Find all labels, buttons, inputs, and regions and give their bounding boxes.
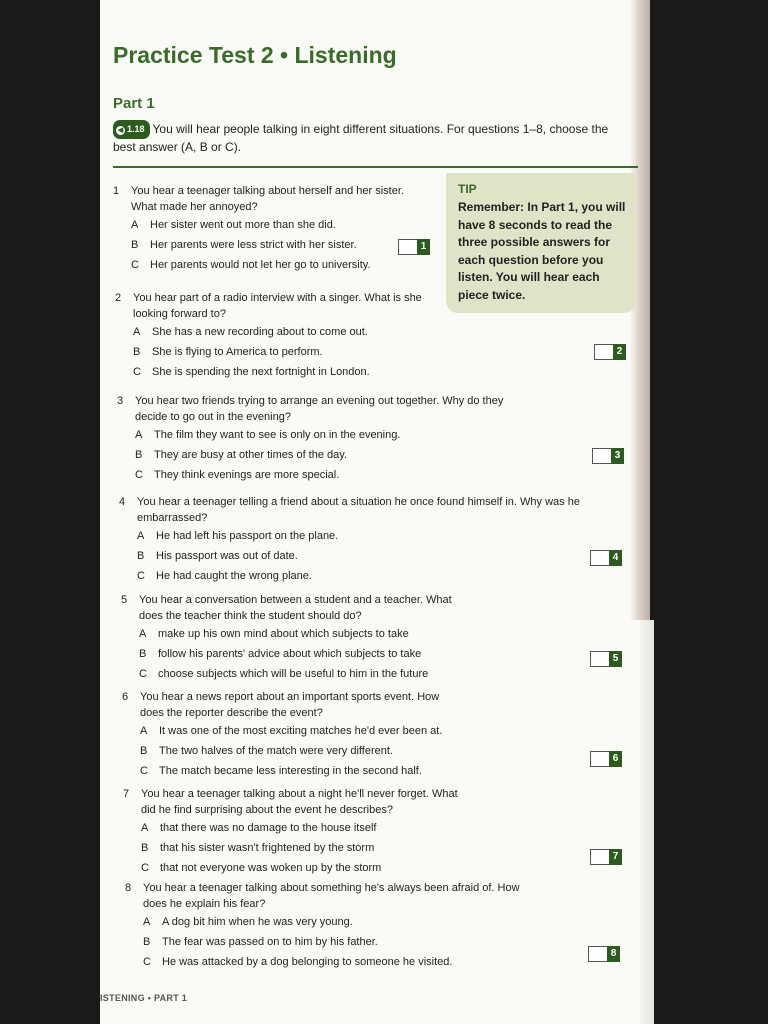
answer-field[interactable] — [588, 946, 607, 962]
option-b: B that his sister wasn't frightened by the storm — [141, 842, 375, 854]
answer-box-1[interactable] — [398, 239, 430, 255]
option-a: A A dog bit him when he was very young. — [143, 916, 353, 928]
answer-field[interactable] — [590, 849, 609, 865]
answer-number: 2 — [613, 344, 626, 360]
answer-number: 8 — [607, 946, 620, 962]
question-text: You hear a conversation between a student and a teacher. What does the teacher think the student should do? — [139, 594, 452, 622]
option-c: C that not everyone was woken up by the storm — [141, 862, 382, 874]
question-number: 5 — [121, 594, 128, 606]
question-5 — [121, 592, 621, 684]
question-6 — [122, 689, 622, 781]
answer-box-3[interactable] — [592, 448, 624, 464]
option-a: A It was one of the most exciting matches he'd ever been at. — [140, 725, 443, 737]
option-b: B The fear was passed on to him by his father. — [143, 936, 378, 948]
question-number: 2 — [115, 292, 122, 304]
question-number: 3 — [117, 395, 124, 407]
page-footer: ISTENING • PART 1 — [100, 993, 188, 1003]
answer-box-7[interactable] — [590, 849, 622, 865]
divider — [113, 166, 638, 168]
audio-track-number: 1.18 — [127, 124, 145, 134]
answer-box-4[interactable] — [590, 550, 622, 566]
answer-number: 5 — [609, 651, 622, 667]
option-c: C Her parents would not let her go to university. — [131, 259, 371, 271]
tip-text: Remember: In Part 1, you will have 8 seconds to read the three possible answers for each question before you listen. You will hear each piece twice. — [458, 200, 626, 302]
speaker-icon: ◀ — [117, 127, 124, 134]
option-a: A make up his own mind about which subjects to take — [139, 628, 409, 640]
answer-field[interactable] — [592, 448, 611, 464]
question-number: 1 — [113, 185, 120, 197]
option-c: C She is spending the next fortnight in London. — [133, 366, 370, 378]
answer-field[interactable] — [590, 651, 609, 667]
question-text: You hear a teenager talking about herself and her sister. What made her annoyed? — [131, 185, 404, 213]
option-c: C He had caught the wrong plane. — [137, 570, 312, 582]
option-a: A He had left his passport on the plane. — [137, 530, 339, 542]
answer-field[interactable] — [398, 239, 417, 255]
tip-heading: TIP — [458, 182, 477, 196]
answer-number: 3 — [611, 448, 624, 464]
question-number: 4 — [119, 496, 126, 508]
instructions — [113, 120, 623, 156]
option-b: B The two halves of the match were very different. — [140, 745, 393, 757]
answer-box-8[interactable] — [588, 946, 620, 962]
option-c: C He was attacked by a dog belonging to someone he visited. — [143, 956, 453, 968]
question-1 — [113, 183, 425, 275]
option-b: B She is flying to America to perform. — [133, 346, 323, 358]
option-b: B follow his parents' advice about which subjects to take — [139, 648, 422, 660]
question-7 — [123, 786, 623, 878]
audio-track-badge[interactable] — [113, 120, 150, 139]
question-8 — [125, 880, 625, 972]
answer-box-2[interactable] — [594, 344, 626, 360]
option-a: A that there was no damage to the house itself — [141, 822, 377, 834]
answer-field[interactable] — [590, 751, 609, 767]
answer-number: 7 — [609, 849, 622, 865]
answer-number: 1 — [417, 239, 430, 255]
question-text: You hear a teenager talking about something he's always been afraid of. How does he explain his fear? — [143, 882, 520, 910]
answer-field[interactable] — [590, 550, 609, 566]
page-edge-shadow — [630, 0, 650, 620]
option-c: C The match became less interesting in the second half. — [140, 765, 422, 777]
question-number: 8 — [125, 882, 132, 894]
question-text: You hear a news report about an important sports event. How does the reporter describe the event? — [140, 691, 440, 719]
option-a: A Her sister went out more than she did. — [131, 219, 336, 231]
question-2 — [115, 290, 615, 382]
question-text: You hear two friends trying to arrange an evening out together. Why do they decide to go out in the evening? — [135, 395, 504, 423]
option-b: B Her parents were less strict with her sister. — [131, 239, 357, 251]
question-text: You hear a teenager telling a friend about a situation he once found himself in. Why was he embarrassed? — [137, 496, 580, 524]
option-a: A She has a new recording about to come out. — [133, 326, 368, 338]
question-text: You hear part of a radio interview with a singer. What is she looking forward to? — [133, 292, 422, 320]
instructions-text: You will hear people talking in eight different situations. For questions 1–8, choose the best answer (A, B or C). — [113, 122, 609, 154]
question-number: 6 — [122, 691, 129, 703]
option-c: C They think evenings are more special. — [135, 469, 340, 481]
answer-field[interactable] — [594, 344, 613, 360]
question-3 — [117, 393, 617, 485]
answer-number: 6 — [609, 751, 622, 767]
option-b: B They are busy at other times of the day. — [135, 449, 348, 461]
page-title: Practice Test 2 • Listening — [113, 42, 397, 68]
part-heading: Part 1 — [113, 95, 155, 112]
question-4 — [119, 494, 619, 586]
answer-number: 4 — [609, 550, 622, 566]
question-text: You hear a teenager talking about a night he'll never forget. What did he find surprising about the event he describes? — [141, 788, 458, 816]
option-b: B His passport was out of date. — [137, 550, 298, 562]
option-a: A The film they want to see is only on in the evening. — [135, 429, 401, 441]
option-c: C choose subjects which will be useful to him in the future — [139, 668, 429, 680]
answer-box-6[interactable] — [590, 751, 622, 767]
question-number: 7 — [123, 788, 130, 800]
page-edge-lower — [640, 620, 654, 1024]
answer-box-5[interactable] — [590, 651, 622, 667]
